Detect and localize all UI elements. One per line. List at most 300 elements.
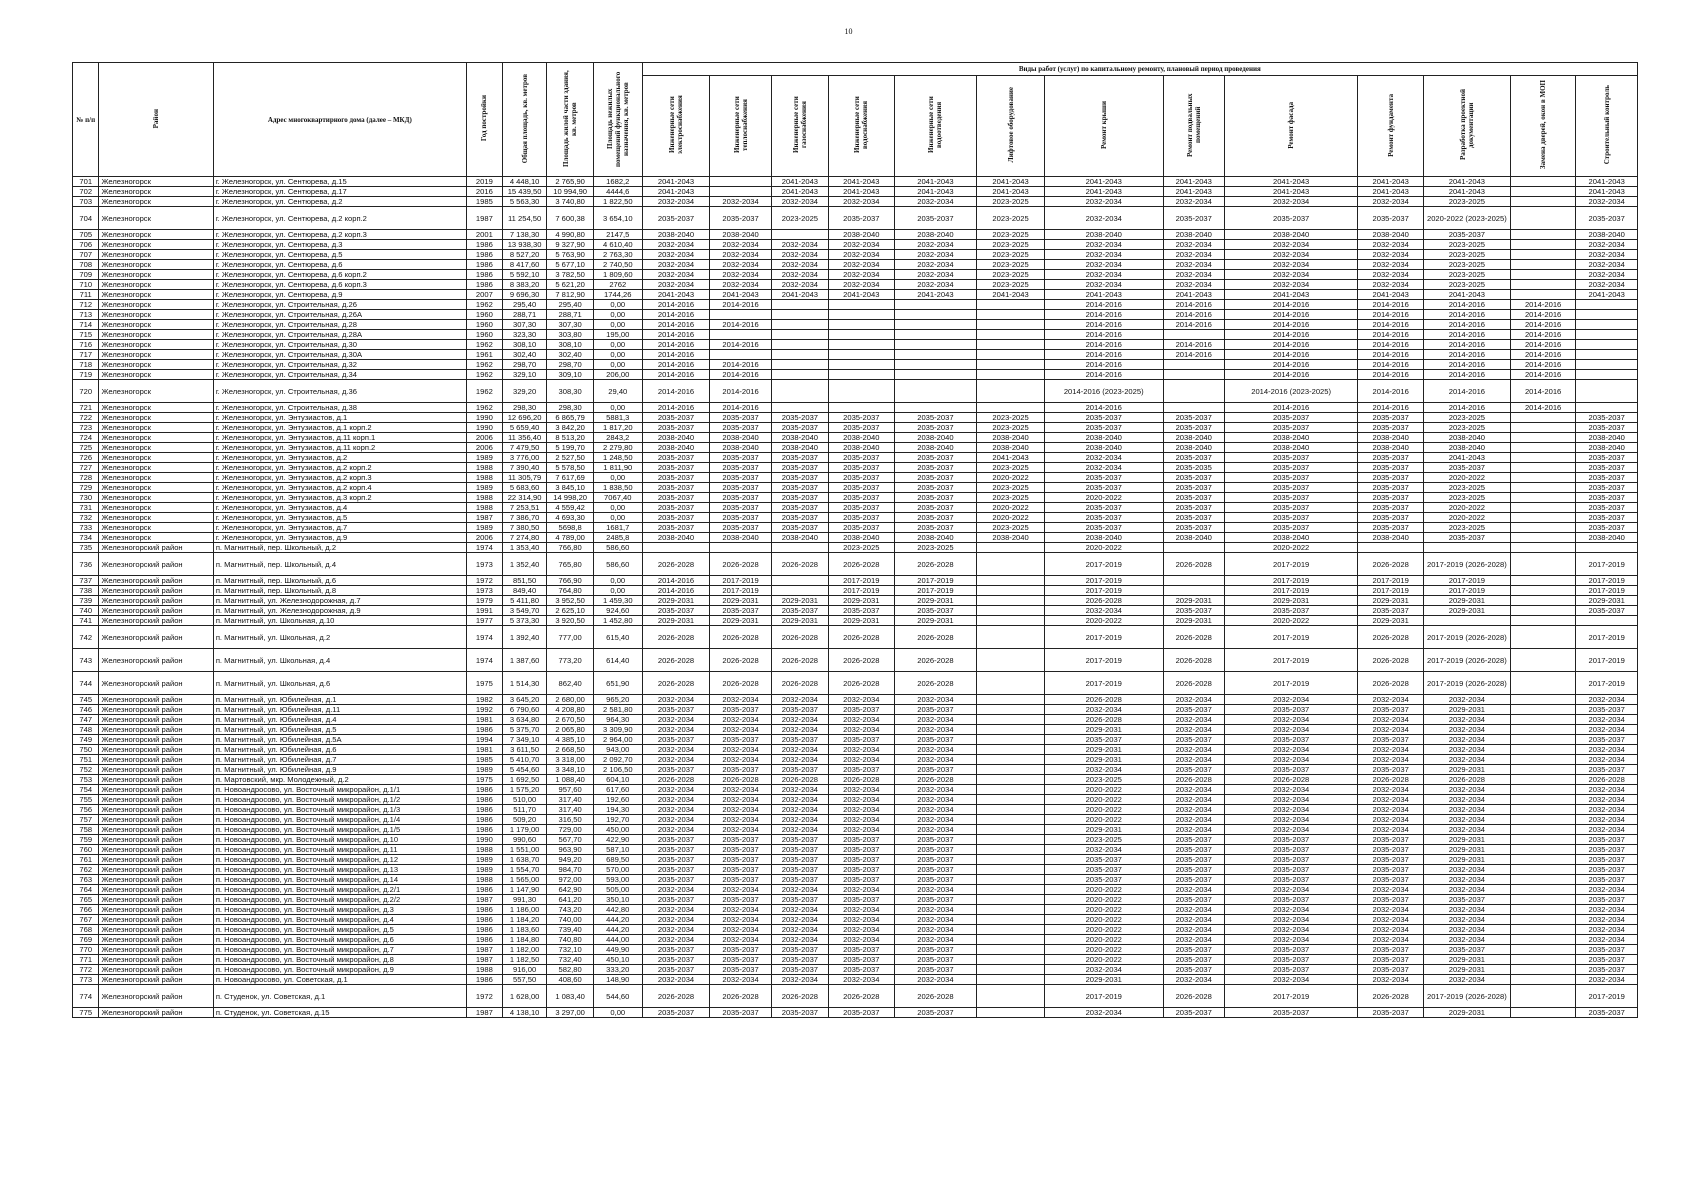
table-cell: 2032-2034	[894, 905, 977, 915]
table-cell: 1986	[466, 915, 502, 925]
table-cell: 2035-2037	[894, 493, 977, 503]
table-cell: 2023-2025	[894, 543, 977, 553]
table-cell: 2035-2037	[894, 523, 977, 533]
col-header-work-3: Инженерные сети водоснабжения	[828, 76, 894, 177]
table-cell: п. Новоандросово, ул. Восточный микрорайон, д.12	[213, 855, 466, 865]
table-cell: 2032-2034	[642, 805, 710, 815]
table-cell: 1 551,00	[502, 845, 546, 855]
table-cell: 2035-2037	[710, 523, 771, 533]
table-cell	[1510, 553, 1576, 576]
table-cell: 2035-2037	[828, 835, 894, 845]
table-cell: 2014-2016	[1423, 300, 1510, 310]
table-cell: 2035-2037	[1576, 875, 1638, 885]
table-cell	[977, 825, 1045, 835]
table-cell	[771, 320, 828, 330]
table-cell	[977, 340, 1045, 350]
table-cell: 1987	[466, 955, 502, 965]
table-cell: 2038-2040	[1224, 433, 1357, 443]
table-cell	[894, 320, 977, 330]
table-cell: 2035-2037	[771, 453, 828, 463]
table-cell: 1986	[466, 935, 502, 945]
table-cell: 2041-2043	[1423, 187, 1510, 197]
table-cell: 2032-2034	[1576, 805, 1638, 815]
table-cell: 2038-2040	[1163, 443, 1224, 453]
table-cell: 2035-2037	[1423, 945, 1510, 955]
table-cell	[771, 300, 828, 310]
table-cell: Железногорский район	[99, 745, 213, 755]
table-cell: 2032-2034	[828, 905, 894, 915]
table-cell: 2023-2025	[977, 413, 1045, 423]
table-cell: 1990	[466, 413, 502, 423]
table-cell: 2035-2037	[1044, 503, 1163, 513]
table-cell: 2020-2022	[977, 503, 1045, 513]
table-cell: г. Железногорск, ул. Энтузиастов, д.7	[213, 523, 466, 533]
table-cell: 2038-2040	[642, 433, 710, 443]
table-cell: 7 138,30	[502, 230, 546, 240]
table-cell: 2029-2031	[1358, 616, 1424, 626]
table-cell: 4 138,10	[502, 1008, 546, 1018]
table-cell: 710	[73, 280, 99, 290]
col-header-year: Год постройки	[466, 63, 502, 177]
table-cell: 2035-2037	[710, 855, 771, 865]
table-cell: 2020-2022	[1044, 785, 1163, 795]
table-cell: 288,71	[502, 310, 546, 320]
table-cell	[1163, 403, 1224, 413]
table-cell: 732,10	[547, 945, 594, 955]
table-cell: 2014-2016	[1044, 370, 1163, 380]
table-cell: 2017-2019	[828, 586, 894, 596]
table-cell: 2035-2037	[828, 945, 894, 955]
table-cell	[1510, 845, 1576, 855]
table-cell: 2017-2019	[1224, 553, 1357, 576]
table-cell: 11 305,79	[502, 473, 546, 483]
table-cell	[1510, 955, 1576, 965]
table-row	[73, 207, 1638, 230]
table-cell: 2041-2043	[1576, 290, 1638, 300]
table-cell: 2041-2043	[1423, 453, 1510, 463]
table-cell: 3 920,50	[547, 616, 594, 626]
table-cell: г. Железногорск, ул. Сентюрева, д.3	[213, 240, 466, 250]
table-cell: 350,10	[593, 895, 642, 905]
table-cell: 2035-2037	[1224, 207, 1357, 230]
table-cell: 2014-2016	[642, 310, 710, 320]
table-cell: 2035-2037	[1044, 875, 1163, 885]
table-cell: 2032-2034	[894, 270, 977, 280]
table-cell	[1576, 350, 1638, 360]
table-cell: г. Железногорск, ул. Энтузиастов, д.4	[213, 503, 466, 513]
table-cell: 2032-2034	[1044, 280, 1163, 290]
table-cell	[771, 586, 828, 596]
table-cell: 2032-2034	[1044, 845, 1163, 855]
table-row	[73, 187, 1638, 197]
table-cell: 2032-2034	[894, 915, 977, 925]
table-cell: 2017-2019	[1044, 553, 1163, 576]
table-cell: 2035-2037	[1224, 955, 1357, 965]
table-cell: 2014-2016	[1044, 403, 1163, 413]
table-cell: 544,60	[593, 985, 642, 1008]
table-cell: 2032-2034	[1358, 905, 1424, 915]
table-cell: 1 083,40	[547, 985, 594, 1008]
table-cell: Железногорск	[99, 443, 213, 453]
table-cell: г. Железногорск, ул. Строительная, д.26А	[213, 310, 466, 320]
table-cell: 2023-2025	[977, 197, 1045, 207]
table-cell: 1974	[466, 649, 502, 672]
table-cell: 2035-2037	[1576, 765, 1638, 775]
table-cell: 3 845,10	[547, 483, 594, 493]
table-cell: 717	[73, 350, 99, 360]
table-cell: 2032-2034	[1163, 885, 1224, 895]
table-cell: 2041-2043	[1423, 177, 1510, 187]
table-cell: 2032-2034	[771, 260, 828, 270]
table-cell: 2026-2028	[771, 985, 828, 1008]
table-cell: 2032-2034	[771, 915, 828, 925]
table-cell: 2035-2037	[642, 473, 710, 483]
table-cell: 2032-2034	[1576, 725, 1638, 735]
table-cell: 2020-2022	[1224, 543, 1357, 553]
table-cell: 1989	[466, 523, 502, 533]
table-cell: 2032-2034	[1163, 795, 1224, 805]
table-cell: 2035-2037	[1224, 705, 1357, 715]
table-cell	[710, 177, 771, 187]
table-cell: 1974	[466, 543, 502, 553]
table-cell: 754	[73, 785, 99, 795]
table-cell: 2032-2034	[828, 240, 894, 250]
table-cell: 2017-2019	[1224, 985, 1357, 1008]
table-cell: 2014-2016	[1358, 320, 1424, 330]
table-cell: п. Магнитный, ул. Юбилейная, д.5А	[213, 735, 466, 745]
table-cell: 2035-2037	[642, 955, 710, 965]
table-cell: 1985	[466, 755, 502, 765]
table-cell: 2032-2034	[828, 270, 894, 280]
table-cell: 2038-2040	[1576, 433, 1638, 443]
table-cell: 2007	[466, 290, 502, 300]
table-cell: 2017-2019	[1576, 586, 1638, 596]
table-cell: 760	[73, 845, 99, 855]
table-cell: 2026-2028	[828, 553, 894, 576]
table-cell: 2032-2034	[771, 745, 828, 755]
table-cell: 2035-2037	[1358, 523, 1424, 533]
table-cell: 2032-2034	[1163, 915, 1224, 925]
table-cell	[1510, 413, 1576, 423]
table-cell: 2032-2034	[894, 280, 977, 290]
table-cell: 2035-2037	[1044, 423, 1163, 433]
table-cell: Железногорский район	[99, 553, 213, 576]
table-cell: 2032-2034	[1358, 935, 1424, 945]
table-cell	[1510, 290, 1576, 300]
table-cell: 768	[73, 925, 99, 935]
table-cell: 2023-2025	[771, 207, 828, 230]
table-cell: 2035-2037	[642, 523, 710, 533]
table-cell: 2038-2040	[1044, 533, 1163, 543]
table-cell: 2035-2037	[1358, 503, 1424, 513]
table-cell: 614,40	[593, 649, 642, 672]
table-cell: 2014-2016	[1423, 310, 1510, 320]
table-cell: 442,80	[593, 905, 642, 915]
table-cell	[977, 360, 1045, 370]
table-row	[73, 965, 1638, 975]
table-cell: 2 279,80	[593, 443, 642, 453]
table-cell: 1986	[466, 260, 502, 270]
table-cell: 2032-2034	[1423, 815, 1510, 825]
table-cell: 2017-2019	[1044, 649, 1163, 672]
table-cell: 2035-2037	[642, 865, 710, 875]
table-cell	[1510, 925, 1576, 935]
table-row	[73, 845, 1638, 855]
table-cell: 2035-2037	[1044, 513, 1163, 523]
table-cell	[894, 340, 977, 350]
table-cell: 2035-2037	[642, 606, 710, 616]
table-cell: 1994	[466, 735, 502, 745]
table-cell: 2014-2016	[1423, 360, 1510, 370]
table-cell: 449,90	[593, 945, 642, 955]
table-cell: 1 822,50	[593, 197, 642, 207]
table-cell: 0,00	[593, 576, 642, 586]
table-cell: 2035-2037	[1358, 606, 1424, 616]
table-row	[73, 596, 1638, 606]
table-cell: 2023-2025	[977, 207, 1045, 230]
table-cell: 2035-2037	[894, 606, 977, 616]
table-cell: 1 638,70	[502, 855, 546, 865]
table-cell: 2020-2022	[1423, 503, 1510, 513]
table-cell: 2026-2028	[1358, 553, 1424, 576]
table-cell: 2035-2037	[1423, 463, 1510, 473]
table-cell: 2035-2037	[771, 865, 828, 875]
table-cell: 2038-2040	[642, 533, 710, 543]
table-cell	[977, 586, 1045, 596]
table-cell: 2035-2037	[1224, 453, 1357, 463]
table-cell: 2035-2037	[894, 513, 977, 523]
table-cell: 2023-2025	[1423, 280, 1510, 290]
table-cell	[1576, 380, 1638, 403]
table-cell: 2032-2034	[1358, 795, 1424, 805]
table-cell: г. Железногорск, ул. Энтузиастов, д.3 корп.2	[213, 493, 466, 503]
table-cell: Железногорск	[99, 493, 213, 503]
table-cell: 2038-2040	[1044, 230, 1163, 240]
table-cell: 2026-2028	[710, 775, 771, 785]
table-cell: 2032-2034	[642, 715, 710, 725]
table-cell: 709	[73, 270, 99, 280]
table-cell: 1991	[466, 606, 502, 616]
table-cell: Железногорск	[99, 177, 213, 187]
table-cell: 2023-2025	[1423, 523, 1510, 533]
table-cell: 2035-2037	[710, 1008, 771, 1018]
table-row	[73, 576, 1638, 586]
table-cell: п. Новоандросово, ул. Восточный микрорайон, д.10	[213, 835, 466, 845]
table-cell: 2017-2019	[1576, 553, 1638, 576]
table-cell: 2014-2016 (2023-2025)	[1224, 380, 1357, 403]
table-cell: 4 559,42	[547, 503, 594, 513]
table-cell: 2032-2034	[894, 795, 977, 805]
table-cell	[1510, 649, 1576, 672]
table-cell	[1510, 1008, 1576, 1018]
table-cell: 1 809,60	[593, 270, 642, 280]
table-cell: 2029-2031	[771, 616, 828, 626]
table-cell: 2 765,90	[547, 177, 594, 187]
table-cell: 3 782,50	[547, 270, 594, 280]
table-cell: 2020-2022	[1044, 805, 1163, 815]
table-cell: 2014-2016	[1510, 380, 1576, 403]
table-cell: 1 184,20	[502, 915, 546, 925]
table-cell: 2026-2028	[771, 649, 828, 672]
table-cell: п. Магнитный, пер. Школьный, д.2	[213, 543, 466, 553]
table-cell: 9 327,90	[547, 240, 594, 250]
table-cell: 2014-2016	[642, 360, 710, 370]
table-cell: 2038-2040	[1224, 533, 1357, 543]
table-cell: Железногорский район	[99, 955, 213, 965]
table-cell: 2035-2037	[894, 955, 977, 965]
table-cell	[1163, 543, 1224, 553]
table-row	[73, 270, 1638, 280]
table-cell: 2035-2037	[894, 945, 977, 955]
table-cell: 567,70	[547, 835, 594, 845]
table-cell: 2032-2034	[1224, 240, 1357, 250]
table-cell: 295,40	[547, 300, 594, 310]
table-cell: 2032-2034	[1224, 250, 1357, 260]
table-cell	[828, 330, 894, 340]
table-cell: 2032-2034	[1358, 695, 1424, 705]
table-cell: 851,50	[502, 576, 546, 586]
table-cell	[977, 875, 1045, 885]
table-row	[73, 985, 1638, 1008]
table-cell: 2032-2034	[1423, 825, 1510, 835]
table-cell: 2035-2037	[710, 945, 771, 955]
table-cell: 2035-2037	[1358, 453, 1424, 463]
table-cell: 6 790,60	[502, 705, 546, 715]
table-cell: 2001	[466, 230, 502, 240]
table-cell: 2032-2034	[771, 785, 828, 795]
table-cell	[1510, 815, 1576, 825]
table-cell	[1163, 370, 1224, 380]
table-cell: 2035-2037	[828, 413, 894, 423]
table-cell: 2032-2034	[894, 260, 977, 270]
table-cell: 192,60	[593, 795, 642, 805]
table-cell: Железногорск	[99, 270, 213, 280]
table-cell: 2038-2040	[977, 533, 1045, 543]
table-cell: 2023-2025	[977, 483, 1045, 493]
table-cell: 2032-2034	[1423, 885, 1510, 895]
table-cell: 15 439,50	[502, 187, 546, 197]
table-cell: п. Магнитный, ул. Железнодорожная, д.7	[213, 596, 466, 606]
table-cell: 2032-2034	[642, 240, 710, 250]
table-cell: 2032-2034	[1224, 695, 1357, 705]
table-cell: 298,70	[547, 360, 594, 370]
table-cell: Железногорский район	[99, 785, 213, 795]
table-cell	[1576, 360, 1638, 370]
table-cell: 1986	[466, 815, 502, 825]
table-cell: 2023-2025	[1423, 240, 1510, 250]
table-cell: 3 611,50	[502, 745, 546, 755]
table-cell: 307,30	[502, 320, 546, 330]
table-cell: Железногорск	[99, 207, 213, 230]
table-cell: 733	[73, 523, 99, 533]
table-cell: 2026-2028	[1358, 672, 1424, 695]
table-cell: 22 314,90	[502, 493, 546, 503]
table-cell	[828, 300, 894, 310]
table-row	[73, 649, 1638, 672]
table-cell: 2035-2037	[771, 705, 828, 715]
table-cell: 2023-2025	[977, 523, 1045, 533]
table-cell: 2035-2037	[1044, 413, 1163, 423]
table-cell: 3 654,10	[593, 207, 642, 230]
table-cell: 2035-2037	[771, 523, 828, 533]
table-cell: 916,00	[502, 965, 546, 975]
table-cell: 2038-2040	[828, 443, 894, 453]
table-cell: 1 182,50	[502, 955, 546, 965]
table-cell: 2041-2043	[1163, 177, 1224, 187]
table-cell: п. Новоандросово, ул. Восточный микрорайон, д.5	[213, 925, 466, 935]
table-cell: 773	[73, 975, 99, 985]
table-row	[73, 240, 1638, 250]
table-cell: 2035-2037	[771, 473, 828, 483]
table-cell: 2035-2037	[1224, 523, 1357, 533]
table-cell: г. Железногорск, ул. Строительная, д.32	[213, 360, 466, 370]
table-cell: 2029-2031	[1358, 596, 1424, 606]
table-cell: 2038-2040	[771, 533, 828, 543]
table-cell: 2041-2043	[1163, 187, 1224, 197]
table-cell	[771, 543, 828, 553]
table-cell: 2032-2034	[1576, 905, 1638, 915]
table-cell: 2026-2028	[894, 626, 977, 649]
table-cell: 2035-2037	[894, 895, 977, 905]
table-cell: 2032-2034	[710, 975, 771, 985]
table-cell: 2023-2025	[977, 280, 1045, 290]
table-cell: 2032-2034	[1576, 825, 1638, 835]
table-cell: 302,40	[547, 350, 594, 360]
table-cell: 2029-2031	[1423, 596, 1510, 606]
table-cell: 2032-2034	[710, 280, 771, 290]
table-cell: 0,00	[593, 340, 642, 350]
table-cell: 2017-2019	[1423, 576, 1510, 586]
table-cell: 2035-2037	[1358, 1008, 1424, 1018]
table-cell: 1992	[466, 705, 502, 715]
table-cell: 1989	[466, 483, 502, 493]
table-cell: 0,00	[593, 320, 642, 330]
table-cell: 309,10	[547, 370, 594, 380]
table-cell: 756	[73, 805, 99, 815]
table-cell: 2032-2034	[894, 815, 977, 825]
table-cell: 2014-2016	[1163, 320, 1224, 330]
table-cell: 2035-2037	[1576, 945, 1638, 955]
table-cell: 2035-2037	[1358, 473, 1424, 483]
table-cell: 2032-2034	[710, 197, 771, 207]
table-cell: 2032-2034	[1423, 785, 1510, 795]
table-cell	[977, 626, 1045, 649]
table-cell: Железногорский район	[99, 715, 213, 725]
table-cell: 2023-2025	[977, 240, 1045, 250]
table-cell: 2035-2037	[1423, 895, 1510, 905]
table-cell: 2017-2019	[1576, 576, 1638, 586]
table-row	[73, 280, 1638, 290]
table-cell: 729,00	[547, 825, 594, 835]
table-cell: 2035-2037	[1358, 865, 1424, 875]
table-row	[73, 875, 1638, 885]
table-cell: 1986	[466, 270, 502, 280]
table-row	[73, 290, 1638, 300]
table-cell: 1 353,40	[502, 543, 546, 553]
table-row	[73, 360, 1638, 370]
table-cell: 2035-2035	[1163, 463, 1224, 473]
table-cell: 2032-2034	[710, 755, 771, 765]
table-cell: 2017-2019	[1044, 672, 1163, 695]
table-cell: 2035-2037	[1576, 865, 1638, 875]
table-cell: 2014-2016	[1510, 350, 1576, 360]
table-cell	[977, 815, 1045, 825]
table-row	[73, 672, 1638, 695]
table-cell: 2035-2037	[1163, 965, 1224, 975]
table-cell: 2032-2034	[1224, 815, 1357, 825]
table-cell: 2020-2022	[1044, 493, 1163, 503]
table-cell: 2029-2031	[710, 596, 771, 606]
